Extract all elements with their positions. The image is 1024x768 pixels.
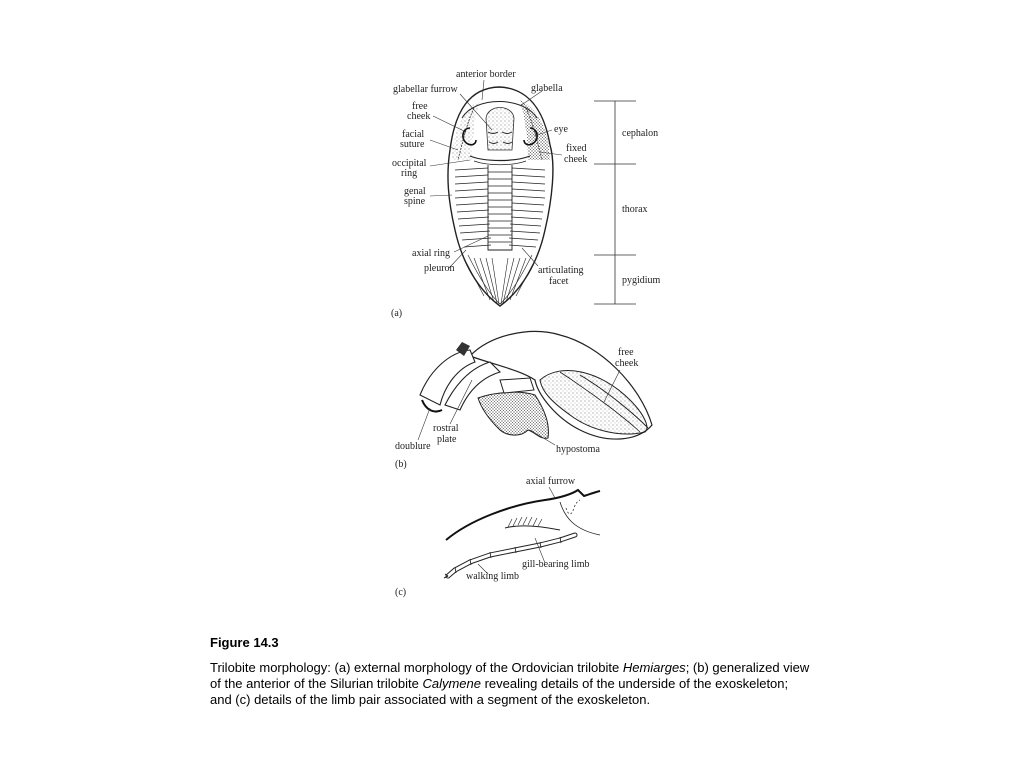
label-fixed-cheek-line1: fixed — [566, 143, 587, 154]
figure-caption-text — [210, 660, 810, 708]
label-b-free-cheek-line1: free — [618, 347, 634, 358]
label-free-cheek-line2: cheek — [407, 111, 431, 122]
figure-title: Figure 14.3 — [210, 635, 279, 650]
panel-tag-b: (b) — [395, 459, 407, 470]
label-walking-limb: walking limb — [466, 571, 520, 582]
label-facial-suture-line1: facial — [402, 129, 425, 140]
label-axial-furrow: axial furrow — [526, 476, 576, 487]
label-region-cephalon: cephalon — [622, 128, 659, 139]
label-articulating-facet-line1: articulating — [538, 265, 584, 276]
figure-caption — [210, 635, 810, 708]
label-anterior-border: anterior border — [456, 69, 516, 80]
label-fixed-cheek-line2: cheek — [564, 154, 588, 165]
panel-tag-c: (c) — [395, 587, 407, 598]
label-hypostoma: hypostoma — [556, 444, 600, 455]
label-eye: eye — [554, 124, 568, 135]
caption-text-part-1: Trilobite morphology: (a) external morphology of the Ordovician trilobite — [210, 660, 623, 675]
label-genal-spine-line1: genal — [404, 186, 426, 197]
label-rostral-plate-line1: rostral — [433, 423, 459, 434]
label-glabellar-furrow: glabellar furrow — [393, 84, 458, 95]
label-doublure: doublure — [395, 441, 431, 452]
label-articulating-facet-line2: facet — [549, 276, 569, 287]
label-genal-spine-line2: spine — [404, 196, 426, 207]
label-free-cheek-line1: free — [412, 101, 428, 112]
label-b-free-cheek-line2: cheek — [615, 358, 639, 369]
label-rostral-plate-line2: plate — [437, 434, 457, 445]
caption-genus-hemiarges: Hemiarges — [622, 660, 686, 675]
panel-tag-a: (a) — [391, 308, 403, 319]
label-facial-suture-line2: suture — [400, 139, 425, 150]
caption-genus-calymene: Calymene — [422, 676, 481, 691]
label-occipital-ring-line2: ring — [401, 168, 418, 179]
caption-text-part-3: revealing details of the underside of the exoskeleton; and (c) details of the limb pair associated with a segment of the exoskeleton. — [210, 676, 789, 707]
label-region-pygidium: pygidium — [622, 275, 661, 286]
label-pleuron: pleuron — [424, 263, 455, 274]
label-axial-ring: axial ring — [412, 248, 451, 259]
label-occipital-ring-line1: occipital — [392, 158, 427, 169]
label-glabella: glabella — [531, 83, 563, 94]
caption-text-part-2: ; (b) generalized view of the anterior of the Silurian trilobite — [210, 660, 810, 691]
label-region-thorax: thorax — [622, 204, 648, 215]
label-gill-bearing-limb: gill-bearing limb — [522, 559, 590, 570]
